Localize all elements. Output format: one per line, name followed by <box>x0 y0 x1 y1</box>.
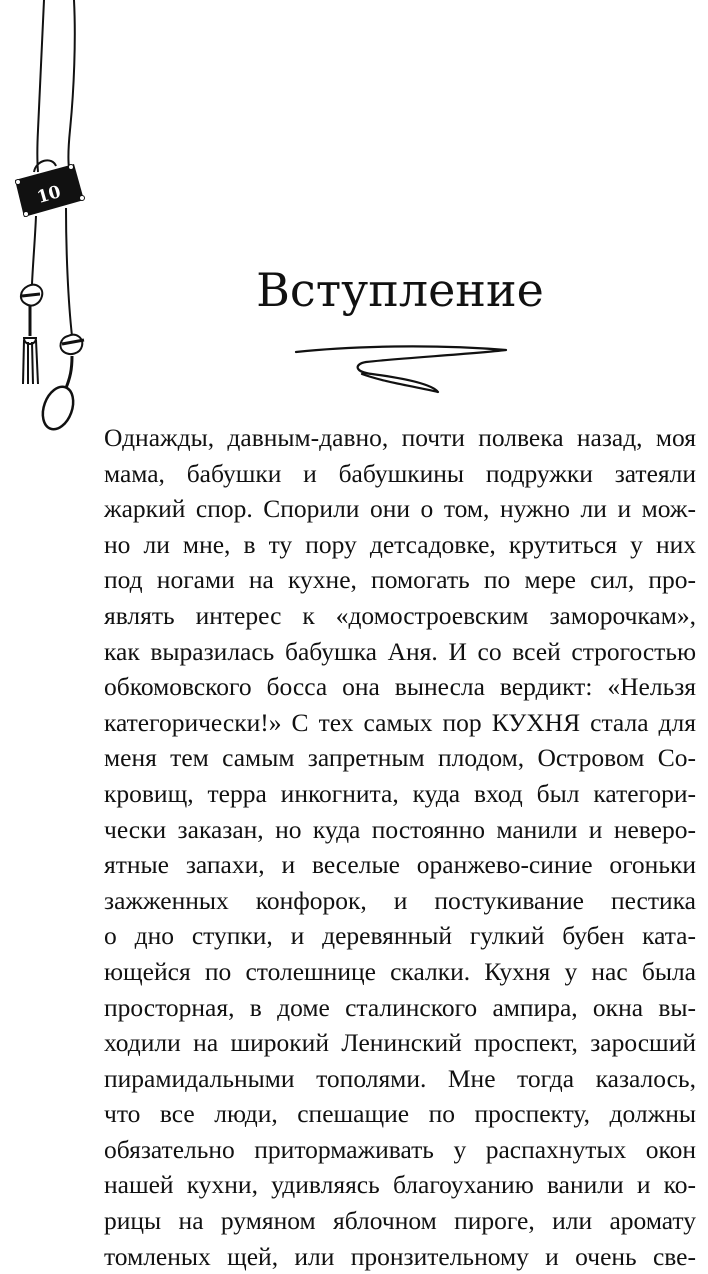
body-line: чески заказан, но куда постоянно манили и неверо- <box>104 814 696 844</box>
body-line: как выразилась бабушка Аня. И со всей строгостью <box>104 636 696 666</box>
body-text <box>104 420 696 1274</box>
page-number: 10 <box>34 182 64 208</box>
swirl-flourish-icon <box>292 340 512 400</box>
body-line: о дно ступки, и деревянный гулкий бубен ката- <box>104 921 696 951</box>
body-line: обкомовского босса она вынесла вердикт: «Нельзя <box>104 672 696 702</box>
body-line: ятные запахи, и веселые оранжево-синие огоньки <box>104 850 696 880</box>
hanging-decoration <box>0 0 110 440</box>
body-line: ходили на широкий Ленинский проспект, заросший <box>104 1028 696 1058</box>
body-line: категорически!» С тех самых пор КУХНЯ стала для <box>104 707 696 737</box>
body-line: Однажды, давным-давно, почти полвека назад, моя <box>104 423 696 452</box>
spoon-icon <box>37 335 84 434</box>
body-line: томленых щей, или пронзительному и очень све- <box>104 1241 696 1271</box>
body-line: мама, бабушки и бабушкины подружки затеяли <box>104 458 696 488</box>
body-line: зажженных конфорок, и постукивание пестика <box>104 885 696 915</box>
body-line: жаркий спор. Спорили они о том, нужно ли и мож- <box>104 494 696 524</box>
body-line: ющейся по столешнице скалки. Кухня у нас была <box>104 956 696 986</box>
chapter-title: Вступление <box>256 263 544 317</box>
fork-icon <box>21 285 42 384</box>
body-line: являть интерес к «домостроевским заморочкам», <box>104 600 696 630</box>
body-line: рицы на румяном яблочном пироге, или аромату <box>104 1206 696 1236</box>
body-line: обязательно притормаживать у распахнутых окон <box>104 1134 696 1164</box>
body-line: что все люди, спешащие по проспекту, должны <box>104 1099 696 1129</box>
body-line: под ногами на кухне, помогать по мере сил, про- <box>104 565 696 595</box>
body-line: нашей кухни, удивляясь благоуханию ванили и ко- <box>104 1170 696 1200</box>
body-line: меня тем самым запретным плодом, Островом Со- <box>104 743 696 773</box>
body-line: кровищ, терра инкогнита, куда вход был категори- <box>104 778 696 808</box>
body-line: но ли мне, в ту пору детсадовке, крутиться у них <box>104 529 696 559</box>
body-line: просторная, в доме сталинского ампира, окна вы- <box>104 992 696 1022</box>
body-line: пирамидальными тополями. Мне тогда казалось, <box>104 1063 696 1093</box>
